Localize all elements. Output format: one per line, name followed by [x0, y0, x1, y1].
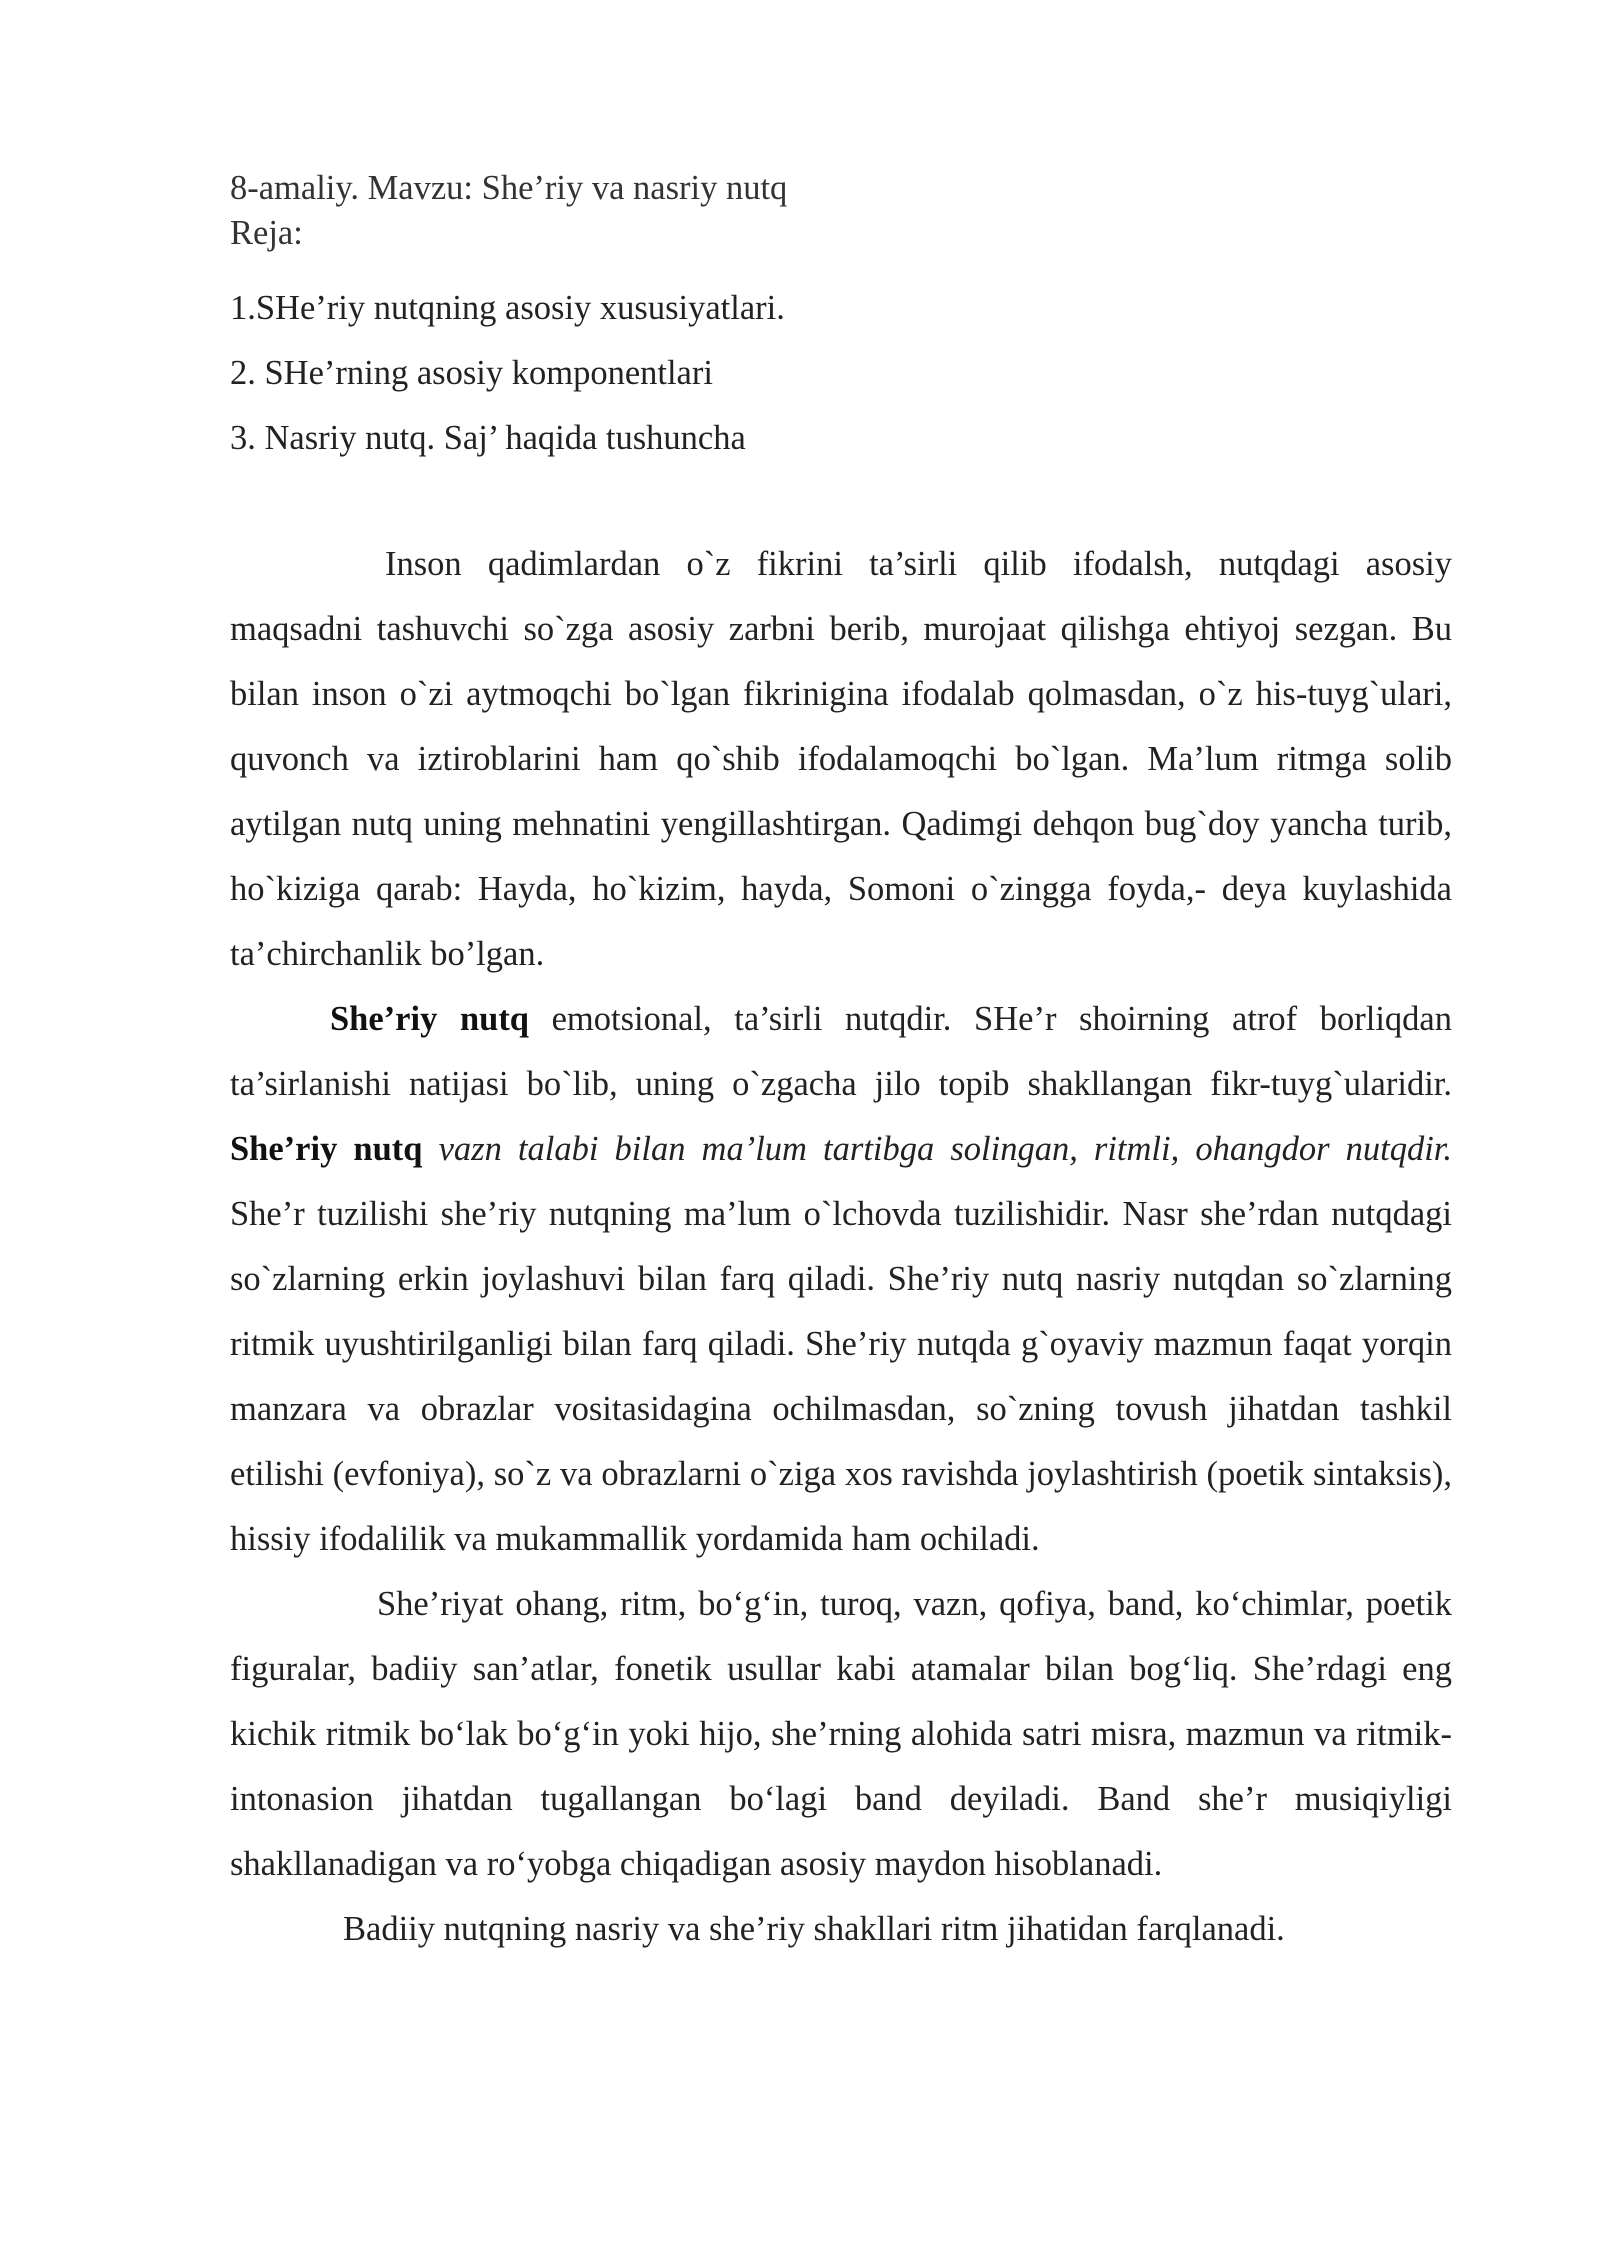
plan-label: Reja:: [230, 214, 303, 252]
term-poetic-speech: She’riy nutq: [330, 1000, 529, 1038]
document-body: [230, 532, 1452, 1962]
plan-item: 2. SHe’rning asosiy komponentlari: [230, 354, 713, 392]
plan-list: [230, 276, 1450, 471]
plan-item: 3. Nasriy nutq. Saj’ haqida tushuncha: [230, 419, 746, 457]
paragraph-intro: Inson qadimlardan o`z fikrini ta’sirli qilib ifodalsh, nutqdagi asosiy maqsadni tashuvchi so`zga asosiy zarbni berib, murojaat qilishga ehtiyoj sezgan. Bu bilan inson o`zi aytmoqchi bo`lgan fikrinigina ifodalab qolmasdan, o`z his-tuyg`ulari, quvonch va iztiroblarini ham qo`shib ifodalamoqchi bo`lgan. Ma’lum ritmga solib aytilgan nutq uning mehnatini yengillashtirgan. Qadimgi dehqon bug`doy yancha turib, ho`kiziga qarab: Hayda, ho`kizim, hayda, Somoni o`zingga foyda,- deya kuylashida ta’chirchanlik bo’lgan.: [230, 545, 1452, 973]
plan-item: 1.SHe’riy nutqning asosiy xususiyatlari.: [230, 289, 785, 327]
term-poetic-speech: She’riy nutq: [230, 1130, 423, 1168]
paragraph-text: emotsional, ta’sirli nutqdir. SHe’r shoirning atrof borliqdan ta’sirlanishi natijasi bo`lib, uning o`zgacha jilo topib shakllangan fikr-tuyg`ularidir.: [230, 1000, 1452, 1103]
paragraph-conclusion: Badiiy nutqning nasriy va she’riy shakllari ritm jihatidan farqlanadi.: [343, 1910, 1285, 1948]
paragraph-poetic-speech: [230, 987, 1452, 1572]
paragraph-text: She’r tuzilishi she’riy nutqning ma’lum o`lchovda tuzilishidir. Nasr she’rdan nutqdagi so`zlarning erkin joylashuvi bilan farq qiladi. She’riy nutq nasriy nutqdan so`zlarning ritmik uyushtirilganligi bilan farq qiladi. She’riy nutqda g`oyaviy mazmun faqat yorqin manzara va obrazlar vositasidagina ochilmasdan, so`zning tovush jihatdan tashkil etilishi (evfoniya), so`z va obrazlarni o`ziga xos ravishda joylashtirish (poetik sintaksis), hissiy ifodalilik va mukammallik yordamida ham ochiladi.: [230, 1195, 1452, 1558]
paragraph-poetry-terms: She’riyat ohang, ritm, bo‘g‘in, turoq, vazn, qofiya, band, ko‘chimlar, poetik figuralar, badiiy san’atlar, fonetik usullar kabi atamalar bilan bog‘liq. She’rdagi eng kichik ritmik bo‘lak bo‘g‘in yoki hijo, she’rning alohida satri misra, mazmun va ritmik-intonasion jihatdan tugallangan bo‘lagi band deyiladi. Band she’r musiqiyligi shakllanadigan va ro‘yobga chiqadigan asosiy maydon hisoblanadi.: [230, 1585, 1452, 1883]
page-title: 8-amaliy. Mavzu: She’riy va nasriy nutq: [230, 169, 788, 207]
definition-text: vazn talabi bilan ma’lum tartibga solingan, ritmli, ohangdor nutqdir.: [422, 1130, 1452, 1168]
